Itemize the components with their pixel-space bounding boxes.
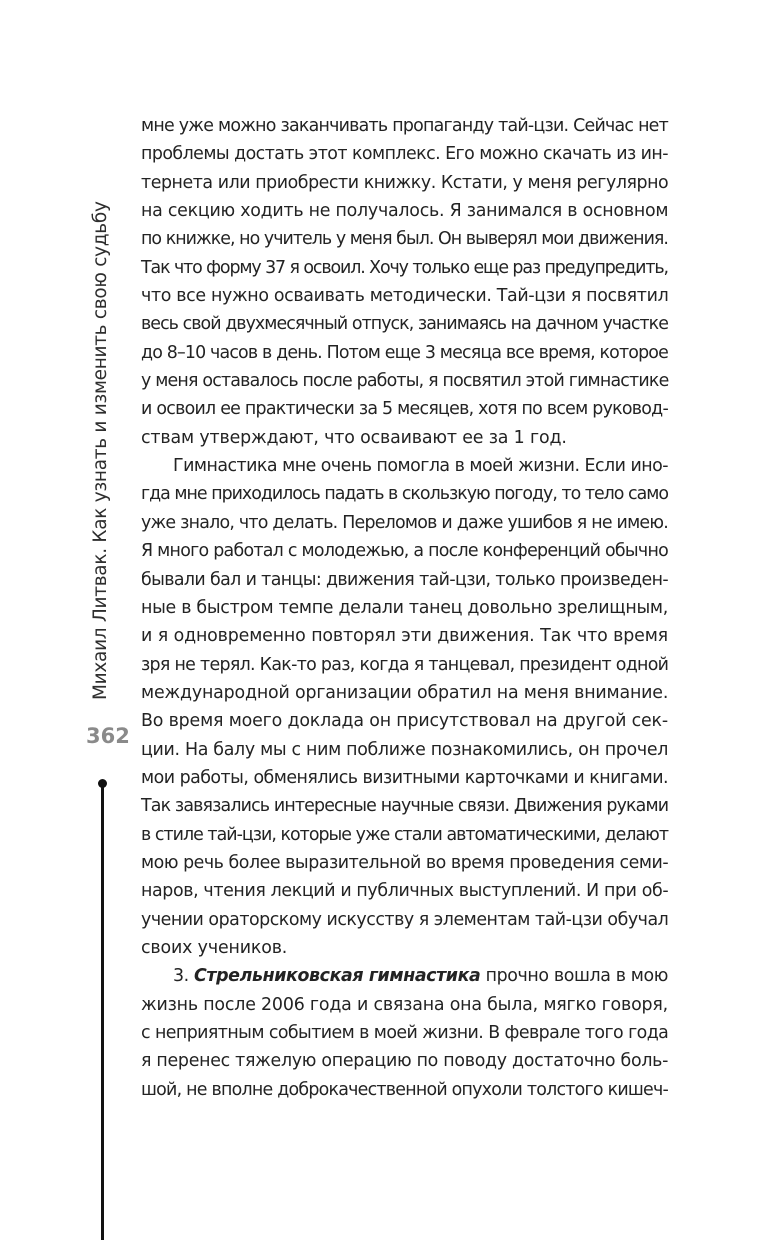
text-line: с неприятным событием в моей жизни. В феврале того года	[141, 1023, 669, 1043]
text-line: бывали бал и танцы: движения тай-цзи, только произведен-	[141, 569, 669, 590]
text-line: мои работы, обменялись визитными карточками и книгами.	[141, 767, 668, 788]
text-line: наров, чтения лекций и публичных выступлений. И при об-	[141, 881, 669, 902]
page-number: 362	[86, 724, 130, 748]
text-line: Я много работал с молодежью, а после конференций обычно	[141, 541, 668, 562]
emphasized-term: Стрельниковская гимнастика	[194, 966, 481, 987]
text-line: своих учеников.	[141, 937, 288, 958]
text-line: жизнь после 2006 года и связана она была, мягко говоря,	[141, 994, 668, 1015]
running-title: Михаил Литвак. Как узнать и изменить свою судьбу	[90, 201, 111, 700]
text-line	[141, 962, 668, 990]
text-line: проблемы достать этот комплекс. Его можно скачать из ин-	[141, 144, 668, 165]
text-line: весь свой двухмесячный отпуск, занимаясь на дачном участке	[141, 314, 668, 335]
text-line: Так завязались интересные научные связи. Движения руками	[141, 796, 669, 817]
text-line: мою речь более выразительной во время проведения семи-	[141, 852, 669, 873]
text-line: учении ораторскому искусству я элементам тай-цзи обучал	[141, 909, 669, 930]
text-line: и освоил ее практически за 5 месяцев, хотя по всем руковод-	[141, 399, 668, 420]
text-line: мне уже можно заканчивать пропаганду тай-цзи. Сейчас нет	[141, 116, 668, 136]
text-line: Во время моего доклада он присутствовал на другой сек-	[141, 711, 668, 732]
text-line: и я одновременно повторял эти движения. Так что время	[141, 626, 668, 647]
text-line: международной организации обратил на меня внимание.	[141, 682, 669, 703]
list-number: 3.	[173, 966, 189, 987]
text-line: ции. На балу мы с ним поближе познакомились, он прочел	[141, 739, 668, 760]
text-line: я перенес тяжелую операцию по поводу достаточно боль-	[141, 1051, 669, 1072]
text-line: гда мне приходилось падать в скользкую погоду, то тело само	[141, 484, 668, 505]
text-line: что все нужно осваивать методически. Тай-цзи я посвятил	[141, 286, 669, 307]
text-line: у меня оставалось после работы, я посвятил этой гимнастике	[141, 371, 669, 392]
paragraph-3	[141, 962, 668, 1104]
text-line: в стиле тай-цзи, которые уже стали автоматическими, делают	[141, 824, 668, 845]
text-line: по книжке, но учитель у меня был. Он выверял мои движения.	[141, 229, 668, 250]
text-line: Так что форму 37 я освоил. Хочу только еще раз предупредить,	[141, 257, 668, 278]
text-line: на секцию ходить не получалось. Я занимался в основном	[141, 201, 669, 222]
text-line: зря не терял. Как-то раз, когда я танцевал, президент одной	[141, 654, 669, 675]
text-line: ствам утверждают, что осваивают ее за 1 год.	[141, 427, 567, 448]
paragraph-1	[141, 112, 668, 452]
text-line: тернета или приобрести книжку. Кстати, у меня регулярно	[141, 172, 669, 193]
text-line: уже знало, что делать. Переломов и даже ушибов я не имею.	[141, 512, 668, 533]
paragraph-2	[141, 452, 668, 962]
text-line: шой, не вполне доброкачественной опухоли толстого кишеч-	[141, 1079, 668, 1100]
text-line: Гимнастика мне очень помогла в моей жизни. Если ино-	[173, 456, 668, 477]
text-fragment: прочно вошла в мою	[485, 966, 668, 987]
margin-rule	[101, 785, 104, 1240]
text-line: до 8–10 часов в день. Потом еще 3 месяца все время, которое	[141, 342, 668, 363]
text-line: ные в быстром темпе делали танец довольно зрелищным,	[141, 597, 668, 618]
body-text	[141, 112, 668, 1104]
